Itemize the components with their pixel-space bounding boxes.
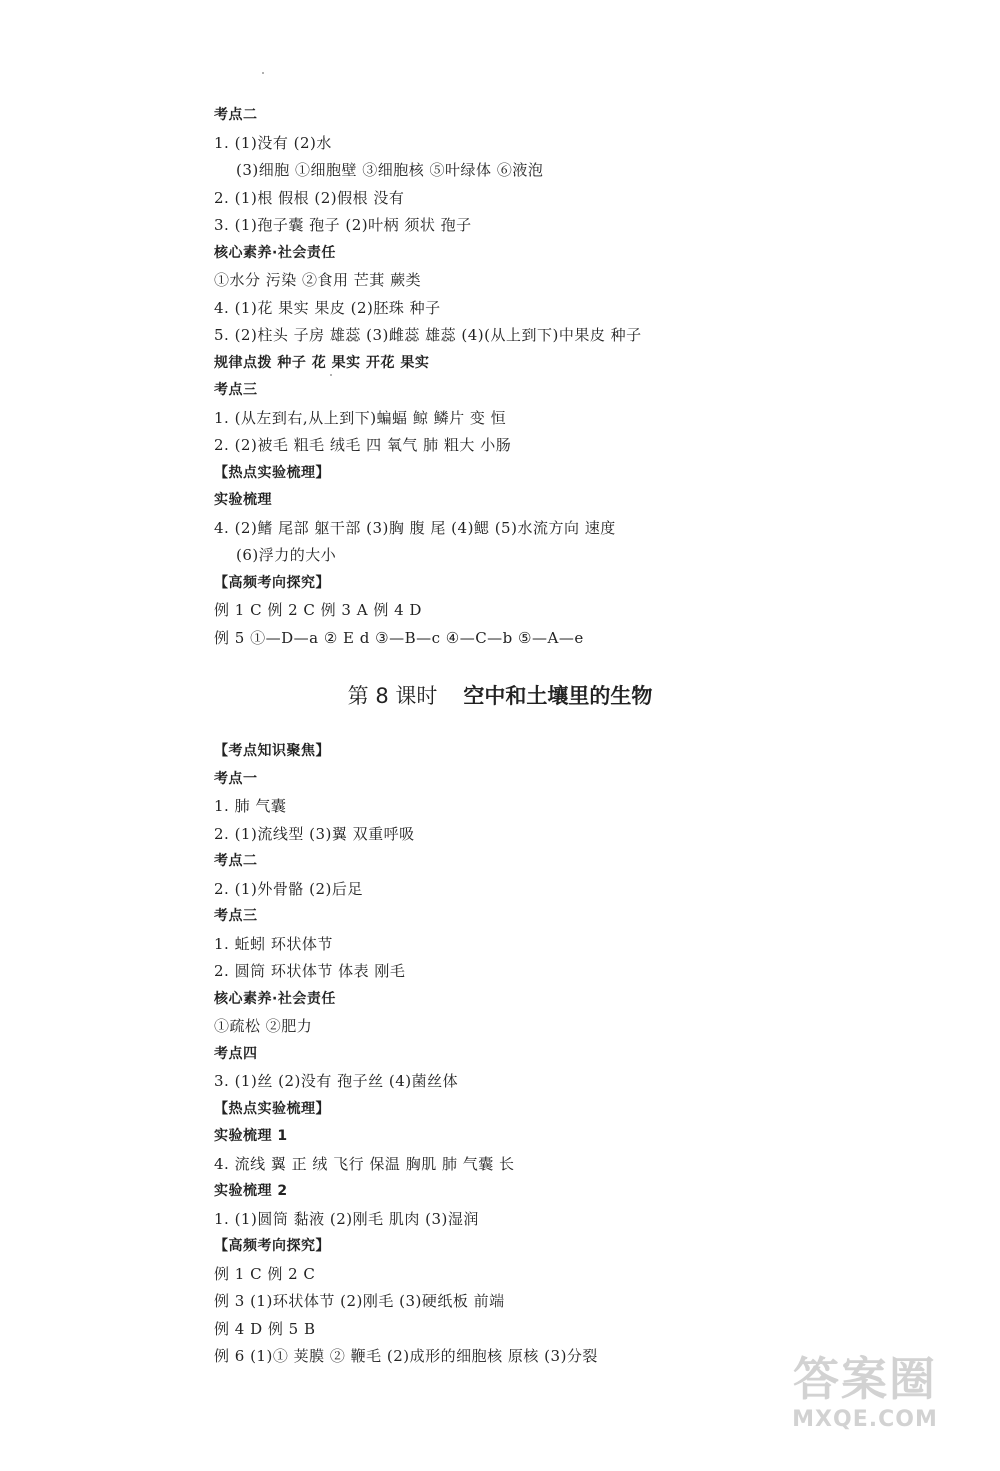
watermark-logo: 答案圈 — [793, 1352, 937, 1406]
answer-line: 2. 圆筒 环状体节 体表 刚毛 — [214, 962, 406, 980]
section-heading: 考点二 — [214, 853, 258, 869]
section-heading: 考点三 — [214, 908, 258, 924]
answer-line: 2. (2)被毛 粗毛 绒毛 四 氧气 肺 粗大 小肠 — [214, 436, 512, 454]
answer-line: ①水分 污染 ②食用 芒萁 蕨类 — [214, 271, 422, 289]
chapter-number: 第 8 课时 — [347, 684, 438, 708]
section-heading: 考点三 — [214, 382, 258, 398]
answer-line: 例 4 D 例 5 B — [214, 1319, 316, 1338]
section-heading: 实验梳理 — [214, 492, 272, 508]
section-heading: 核心素养·社会责任 — [214, 990, 336, 1007]
chapter-name: 空中和土壤里的生物 — [463, 684, 653, 708]
watermark-url: MXQE.COM — [792, 1407, 938, 1432]
answer-line: 2. (1)外骨骼 (2)后足 — [214, 879, 363, 898]
section-heading: 【考点知识聚焦】 — [214, 743, 330, 759]
answer-line: 1. (1)没有 (2)水 — [214, 133, 332, 152]
section-heading: 考点二 — [214, 107, 258, 123]
answer-line: 1. 肺 气囊 — [214, 797, 287, 815]
answer-line: 1. 蚯蚓 环状体节 — [214, 934, 333, 953]
answer-line: 5. (2)柱头 子房 雄蕊 (3)雌蕊 雄蕊 (4)(从上到下)中果皮 种子 — [214, 326, 642, 344]
answer-line: 例 5 ①—D—a ② E d ③—B—c ④—C—b ⑤—A—e — [214, 628, 584, 647]
section-heading: 核心素养·社会责任 — [214, 244, 336, 261]
section-heading: 实验梳理 2 — [214, 1183, 288, 1199]
answer-line: 2. (1)根 假根 (2)假根 没有 — [214, 188, 405, 207]
answer-line: 1. (1)圆筒 黏液 (2)刚毛 肌肉 (3)湿润 — [214, 1209, 479, 1228]
answer-line: 例 1 C 例 2 C — [214, 1264, 316, 1283]
answer-line: 2. (1)流线型 (3)翼 双重呼吸 — [214, 824, 415, 843]
answer-line: ①疏松 ②肥力 — [214, 1017, 313, 1035]
answer-line: 例 6 (1)① 荚膜 ② 鞭毛 (2)成形的细胞核 原核 (3)分裂 — [214, 1347, 598, 1365]
answer-line: (6)浮力的大小 — [236, 546, 337, 564]
watermark — [770, 1351, 960, 1451]
answer-line: 4. (1)花 果实 果皮 (2)胚珠 种子 — [214, 298, 441, 317]
section-heading: 规律点拨 种子 花 果实 开花 果实 — [214, 354, 430, 371]
answer-line: 3. (1)孢子囊 孢子 (2)叶柄 须状 孢子 — [214, 216, 472, 234]
section-heading: 【高频考向探究】 — [214, 1238, 330, 1254]
section-heading: 实验梳理 1 — [214, 1128, 288, 1144]
answer-line: 4. (2)鳍 尾部 躯干部 (3)胸 腹 尾 (4)鳃 (5)水流方向 速度 — [214, 518, 616, 537]
answer-line: 3. (1)丝 (2)没有 孢子丝 (4)菌丝体 — [214, 1072, 459, 1090]
chapter-title — [0, 680, 1000, 712]
section-heading: 考点一 — [214, 770, 258, 787]
answer-line: 例 1 C 例 2 C 例 3 A 例 4 D — [214, 601, 422, 619]
answer-line: 4. 流线 翼 正 绒 飞行 保温 胸肌 肺 气囊 长 — [214, 1154, 515, 1173]
section-heading: 【高频考向探究】 — [214, 574, 330, 591]
answer-line: 例 3 (1)环状体节 (2)刚毛 (3)硬纸板 前端 — [214, 1292, 505, 1310]
answer-line: (3)细胞 ①细胞壁 ③细胞核 ⑤叶绿体 ⑥液泡 — [236, 161, 544, 179]
section-heading: 考点四 — [214, 1045, 258, 1062]
scan-speck — [262, 72, 264, 74]
answer-line: 1. (从左到右,从上到下)蝙蝠 鲸 鳞片 变 恒 — [214, 408, 507, 427]
section-heading: 【热点实验梳理】 — [214, 1100, 330, 1117]
section-heading: 【热点实验梳理】 — [214, 464, 330, 481]
